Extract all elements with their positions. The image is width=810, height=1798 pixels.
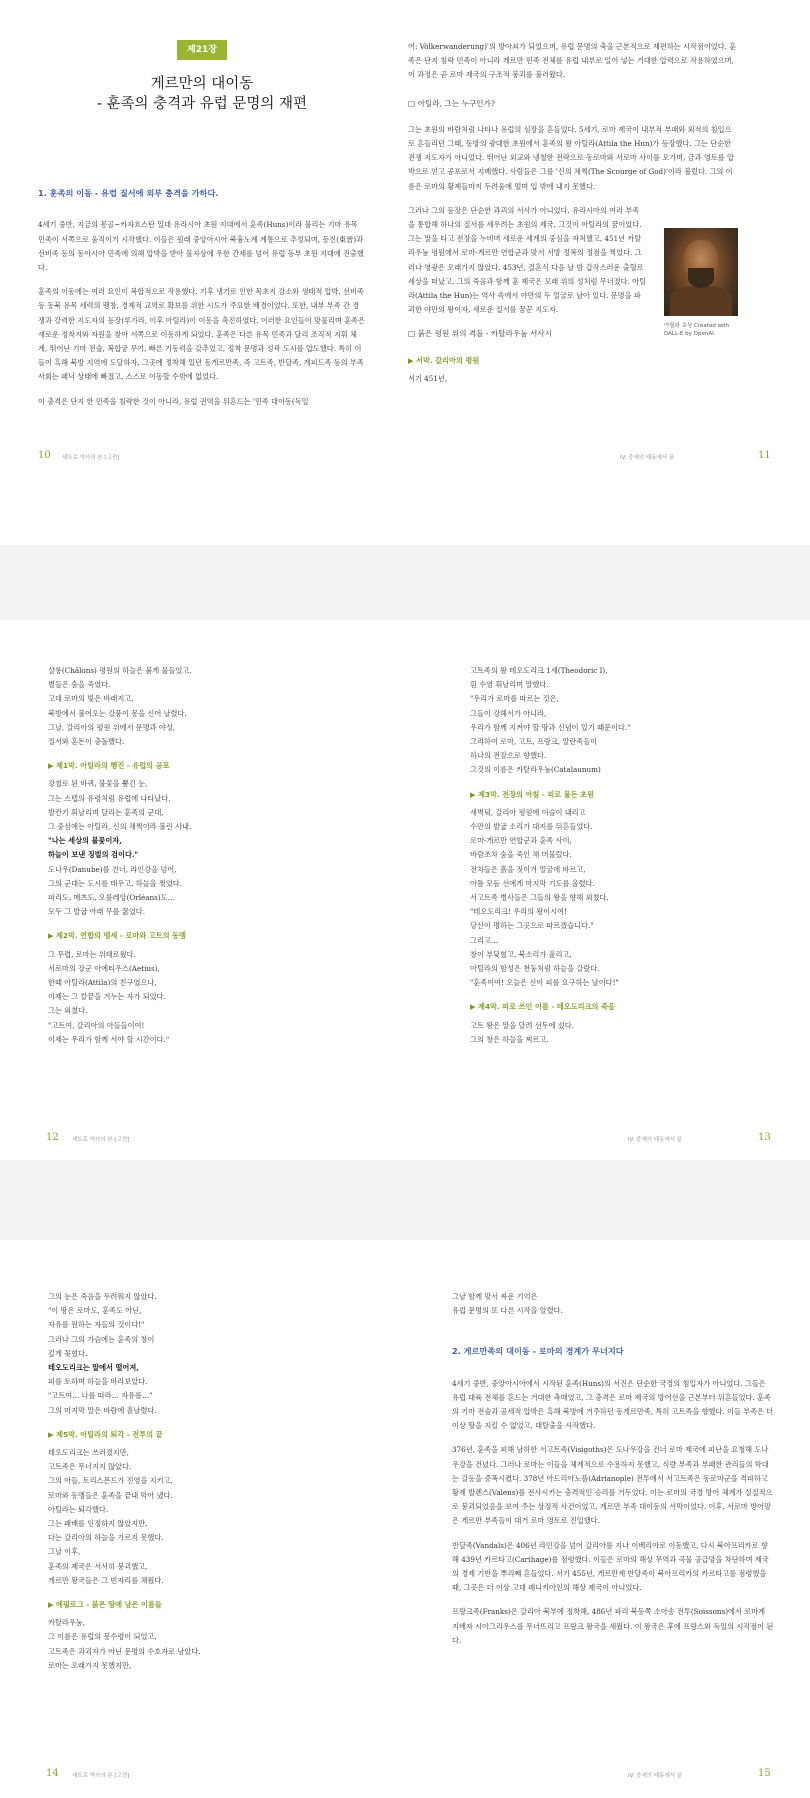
spread-pages-12-13 [0, 620, 810, 1160]
verse-line: 그의 마지막 말은 바람에 흩날렸다. [48, 1405, 157, 1415]
question-heading: □ 아틸라, 그는 누구인가? [408, 98, 495, 108]
verse-line: 파리도, 메츠도, 오를레앙(Orléans)도… [48, 893, 175, 903]
verse-stanza [470, 1019, 770, 1047]
page-15-content [452, 1290, 774, 1658]
verse-line: 고트족은 무너지지 않았다. [48, 1462, 132, 1472]
verse-line: "고트여… 나를 따라… 자유를…" [48, 1391, 153, 1401]
verse-line: 이제는 우리가 함께 서야 할 시간이다." [48, 1034, 170, 1044]
verse-line: 카탈라우눔, [48, 1618, 86, 1628]
verse-line: 로마와 동맹들은 훈족을 끝내 막아 냈다. [48, 1490, 173, 1500]
section-heading-1: 1. 훈족의 이동 - 유럽 질서에 외부 충격을 가하다. [38, 188, 219, 199]
portrait-body [670, 286, 732, 316]
verse-line: 도나우(Danube)를 건너, 라인강을 넘어, [48, 864, 177, 874]
verse-line: 깊게 꽂혔다. [48, 1348, 88, 1358]
verse-line: 게르만 왕국들은 그 빈자리를 채웠다. [48, 1575, 164, 1585]
verse-line: 그의 아들, 토리스몬드가 진영을 지키고, [48, 1476, 173, 1486]
page-footer: IV. 중세의 태동에서 끝 [628, 1137, 683, 1143]
act-heading: ▶ 제3막. 전장의 아침 - 피로 물든 초원 [470, 789, 595, 799]
verse-line: 하늘이 보낸 징벌의 검이다." [48, 850, 139, 860]
verse-line: 그리하여 로마, 고트, 프랑크, 알란족들이 [470, 737, 598, 747]
verse-line: 흰 수염 휘날리며 말했다. [470, 680, 549, 690]
page-footer: 세트로 역사의 본 [고전] [72, 1137, 130, 1143]
paragraph: 반달족(Vandals)은 406년 라인강을 넘어 갈리아를 지나 이베리아로 이동했고, 다시 북아프리카로 향해 439년 카르타고(Carthage)를 점령했다. 이들은 로마의 해상 무역과 곡물 공급망을 차단하며 제국의 경제 기반을 뿌리째 흔들었다. 서기 455년, 게르만계 반달족이 북아프리카의 카르타고를 점령했을 때, 그곳은 더 이상 고대 페니키아인의 해상 제국이 아니었다. [452, 1540, 769, 1593]
verse-line: 테오도리크는 쓰러졌지만, [48, 1448, 129, 1458]
verse-line: 당신이 명하는 그곳으로 따르겠습니다." [470, 921, 594, 931]
page-footer: 세트로 역사의 본 [고전] [62, 455, 120, 461]
verse-line: 그날, 갈리아의 평원 위에서 문명과 야성, [48, 722, 176, 732]
verse-stanza [48, 1616, 368, 1673]
verse-stanza [48, 664, 368, 749]
verse-line: 그 이름은 유럽의 봉수령이 되었고, [48, 1632, 157, 1642]
spread-pages-10-11 [0, 0, 810, 545]
verse-stanza [48, 1290, 368, 1418]
verse-line: 서로마의 장군 아에티우스(Aetius), [48, 963, 160, 973]
act-heading: ▶ 제2막. 연합의 맹세 - 로마와 고트의 동맹 [48, 931, 186, 941]
verse-line: 고대 로마의 빛은 바래지고, [48, 694, 134, 704]
verse-line: 그의 눈은 죽음을 두려워지 않았다. [48, 1292, 157, 1301]
act-heading: ▶ 에필로그 - 붉은 땅에 남은 이름들 [48, 1600, 162, 1610]
verse-stanza [452, 1290, 774, 1318]
page-footer: IV. 중세의 태동에서 끝 [620, 455, 675, 461]
section-heading-2: 2. 게르만족의 대이동 - 로마의 경계가 무너지다 [452, 1346, 624, 1357]
verse-line: 다는 갈리아의 하늘을 가르지 못했다. [48, 1533, 164, 1543]
verse-line: 북방에서 불어오는 강풍이 몽을 신어 날렸다. [48, 708, 187, 718]
verse-line: 그러나 그의 가슴에는 훈족의 창이 [48, 1334, 155, 1344]
paragraph-wrapped: 그러나 그의 등장은 단순한 과괴의 서사가 아니었다. 유라시아의 여러 부족을 통합해 하나의 질서를 세우려는 초원의 제국, 그것이 아틸라의 꿈이었다. 그는 말을 타고 전장을 누비며 새로운 세계의 중심을 자처했고, 451년 카탈라우눔 평원에서 로마-게르만 연합군과 맞서 서방 정복의 정점을 찍었다. 그러나 영광은 오래가지 않았다. 453년, 결혼식 다음 날 밤 갑작스러운 출혈로 세상을 떠났고, 그의 죽음과 함께 훈 제국은 모래 위의 성처럼 무너졌다. 아틸라(Attila the Hun)는 역사 속에서 야만의 두 얼굴로 남아 있다. 문명을 파괴한 야만의 왕이자, 새로운 질서를 꿈꾼 지도자. [408, 205, 646, 315]
page-footer: IV. 중세의 태동에서 끝 [628, 1773, 683, 1779]
verse-line: 하나의 전장으로 향했다. [470, 751, 547, 761]
paragraph: 4세기 중반, 지금의 몽골~카자흐스탄 일대 유라시아 초원 지대에서 훈족(Huns)이라 불리는 기마 유목 민족이 서쪽으로 움직이기 시작했다. 이들은 원래 중앙아시아 북흉노계 계통으로 추정되며, 동진(東晉)과 선비족 등의 동아시아 민족에 의해 압박을 받아 물자상에 우한 간세를 넘어 유럽 동부 초원 지대에 진출했다. [38, 220, 364, 273]
page-number: 10 [38, 450, 51, 461]
chapter-badge: 제21장 [177, 40, 227, 60]
portrait-beard [688, 268, 714, 288]
verse-line: 그 중심에는 아틸라, 신의 채찍이라 불린 사내. [48, 822, 192, 832]
verse-line: 전차들은 흙을 짓이겨 얼굴에 바르고, [470, 864, 586, 874]
verse-line: 그의 창은 하늘을 찌르고, [470, 1034, 549, 1044]
paragraph: 훈족의 이동에는 여러 요인이 복합적으로 작용했다. 기후 냉기로 인한 목초지 감소와 생태적 압박, 선비족 등 동북 유목 세력의 팽창, 경제적 교역로 확보를 위한 시도가 주요한 배경이었다. 또한, 내부 부족 간 경쟁과 강력한 지도자의 등장(루가라, 이후 아틸라)이 이동을 촉진하였다. 이러한 요인들이 맞물리며 훈족은 새로운 정착지와 자원을 찾아 서쪽으로 이동하게 되었다. 훈족은 다른 유목 민족과 달리 조직적 지휘 체계, 뛰어난 기마 전술, 복합궁 무기, 빠른 기동력을 갖추었고, 정착 문명과 성곽 도시를 압도했다. 특히 이들이 흑해 북방 지역에 도달하자, 그곳에 정착해 있던 동게르만족, 즉 고트족, 반달족, 게피드족 등의 부족 사회는 패닉 상태에 빠졌고, 스스로 이동할 수밖에 없었다. [38, 287, 365, 382]
verse-line: 모두 그 발굽 아래 무릎 꿇었다. [48, 907, 146, 917]
verse-line: 한때 아틸라(Attila)의 친구였으나, [48, 978, 157, 988]
verse-line: 그날 이후, [48, 1547, 81, 1557]
spread-pages-14-15 [0, 1240, 810, 1798]
verse-line: 서고트족 병사들은 그들의 왕을 향해 외쳤다. [470, 893, 609, 903]
act-heading: ▶ 제4막. 피로 쓰인 이름 - 테오도리크의 죽음 [470, 1002, 615, 1012]
verse-line: 그들이 강해서가 아니라, [470, 708, 547, 718]
verse-line: 피를 토하며 하늘을 바라보았다. [48, 1377, 148, 1387]
verse-line: 그날 함께 맞서 싸운 기억은 [452, 1292, 538, 1301]
paragraph: 그는 초원의 바람처럼 나타나 유럽의 심장을 흔들었다. 5세기, 로마 제국이 내부적 부패와 외적의 침입으로 흔들리던 그때, 동방의 광대한 초원에서 훈족의 왕 아틸라(Attila the Hun)가 등장했다. 그는 단순한 전쟁 지도자가 아니었다. 뛰어난 외교와 냉철한 전략으로 동로마와 서로마 사이를 오가며, 금과 영토를 압박으로 얻고 공포로서 지배했다. 사람들은 그를 '신의 채찍(The Scourge of God)'이라 불렀다. 그의 이름은 로마의 황제들마저 두려움에 떨며 입 밖에 내지 못했다. [408, 124, 734, 191]
page-number: 14 [46, 1768, 59, 1779]
verse-line: 강철로 된 바퀴, 불꽃을 뿜긴 눈, [48, 779, 148, 789]
page-13-content [470, 664, 770, 1053]
chapter-title [38, 74, 366, 114]
subsection-heading: □ 붉은 평원 위의 격돌 - 카탈라우눔 서사시 [408, 329, 553, 339]
verse-stanza [470, 664, 770, 778]
paragraph: 이 충격은 단지 한 민족을 침략한 것이 아니라, 유럽 권역을 뒤흔드는 '민족 대이동(독일 [38, 396, 309, 406]
page-number: 15 [758, 1768, 771, 1779]
verse-line: 고트족은 과괴자가 아닌 문명의 수호자로 남았다. [48, 1646, 201, 1656]
verse-line: 샬롱(Châlons) 평원의 하늘은 붉게 물들었고, [48, 666, 192, 675]
page-14-content [48, 1290, 368, 1679]
verse-line: 아틸라의 함성은 천둥처럼 하늘을 갈랐다. [470, 964, 600, 974]
verse-line: "이 땅은 로마도, 훈족도 아닌, [48, 1306, 142, 1316]
page-number: 12 [46, 1132, 59, 1143]
act-heading: ▶ 서막. 갈리아의 평원 [408, 355, 480, 365]
paragraph: 376년, 훈족을 피해 남하한 서고트족(Visigoths)은 도나우강을 건너 로마 제국에 피난을 요청해 도나우강을 건넜다. 그러나 로마는 이들을 체계적으로 수용하지 못했고, 식량 부족과 부패한 관리들의 학대는 갈등을 증폭시켰다. 378년 아드리아노플(Adrianople) 전투에서 서고트족은 동로마군을 격파하고 황제 발렌스(Valens)를 전사시키는 충격적인 승리를 거두었다. 이는 로마의 국경 방어 체계가 실질적으로 붕괴되었음을 보여 주는 상징적 사건이었고, 게르만 부족 대이동의 서막이었다. 이후, 서로마 방어망은 게르만 부족들이 대거 로마 영토로 진입했다. [452, 1445, 773, 1526]
page-number: 11 [758, 450, 771, 461]
verse-line: 고트족의 왕 테오도리크 1세(Theodoric I), [470, 666, 608, 675]
verse-line: 훈족의 제국은 서서히 붕괴했고, [48, 1561, 148, 1571]
verse-line: 그것의 이름은 카탈라우눔(Catalaunum) [470, 765, 601, 775]
paragraph: 프랑크족(Franks)은 갈리아 북부에 정착해, 486년 파리 북동쪽 소아송 전투(Soissons)에서 로마계 지배자 시아그리우스를 무너뜨리고 프랑크 왕국을 세웠다. 이 왕국은 후에 프랑스와 독일의 시작점이 된다. [452, 1607, 774, 1645]
verse-line: 우리가 함께 지켜야 할 땅과 신념이 있기 때문이다." [470, 722, 631, 732]
verse-line: "우리가 로마를 따르는 것은, [470, 694, 559, 704]
verse-stanza [48, 1446, 368, 1588]
verse-line: 그는 패배를 인정하지 않았지만, [48, 1519, 148, 1529]
verse-line: 별들은 숨을 죽였다. [48, 680, 111, 690]
verse-line: 질서와 혼돈이 충돌했다. [48, 737, 125, 747]
verse-line: 아틀 모듬 선에게 마지막 기도를 올렸다. [470, 878, 595, 888]
verse-line: 서기 451년, [408, 373, 448, 383]
act-heading: ▶ 제1막. 아틸라의 행진 - 유럽의 공포 [48, 761, 170, 771]
verse-line: 그의 군대는 도시를 태우고, 하늘을 찢었다. [48, 878, 183, 888]
verse-line: 고트 왕은 말을 달려 선두에 섰다. [470, 1020, 574, 1030]
chapter-title-line2: - 훈족의 충격과 유럽 문명의 재편 [96, 96, 308, 113]
act-heading: ▶ 제5막. 아틸라의 퇴각 - 전투의 끝 [48, 1429, 163, 1439]
verse-line: 그는 스텝의 유령처럼 유럽에 나타났다. [48, 793, 171, 803]
paragraph: 어: Völkerwanderung)'의 방아쇠가 되었으며, 유럽 문명의 축을 근본적으로 재편하는 시작점이었다. 훈족은 단지 침략 민족이 아니라 게르만 민족 전체를 유럽 내부로 밀어 넣는 거대한 압력으로 작용하였으며, 이 과정은 곧 로마 제국의 구조적 붕괴를 불러왔다. [408, 42, 737, 80]
verse-line: 아틸라는 퇴각했다. [48, 1504, 109, 1514]
chapter-title-line1: 게르만의 대이동 [150, 76, 254, 93]
verse-line: 그리고… [470, 935, 499, 945]
verse-line: "고트여, 갈리아의 아들들이여! [48, 1020, 145, 1030]
page-footer: 세트로 역사의 본 [고전] [72, 1773, 130, 1779]
verse-line: 수만의 발굽 소리가 대지를 뒤흔들었다. [470, 822, 593, 832]
verse-line: 테오도리크는 말에서 떨어져, [48, 1363, 139, 1373]
page-number: 13 [758, 1132, 771, 1143]
attila-portrait-image [664, 228, 738, 316]
verse-line: 발칸기 휘날리며 달리는 훈족의 군대, [48, 807, 164, 817]
verse-line: 새벽녘, 갈리아 평원에 이슬이 내리고 [470, 807, 586, 817]
verse-line: "훈족이여! 오늘은 신이 피를 요구하는 날이다!" [470, 978, 619, 988]
verse-line: 로마-게르만 연합군과 훈족 사이, [470, 836, 572, 846]
verse-line: 이제는 그 칼끝을 겨누는 자가 되었다. [48, 992, 166, 1002]
page-10-content [38, 40, 366, 419]
verse-line: 유럽 문명의 또 다른 시작을 알렸다. [452, 1306, 563, 1316]
verse-stanza [48, 948, 368, 1047]
verse-line: 창이 부딪혔고, 북소리가 울리고, [470, 949, 572, 959]
verse-line: "테오도리크! 우리의 왕이시여! [470, 907, 567, 917]
portrait-caption: 아틸라 초상 Created with DALL-E by OpenAI. [664, 323, 730, 337]
verse-line: 자유를 원하는 자들의 것이다!" [48, 1320, 145, 1330]
verse-line: "나는 세상의 불꽃이자, [48, 836, 122, 846]
verse-line: 그는 외쳤다. [48, 1006, 88, 1016]
verse-line: 로마는 오래가지 못했지만, [48, 1660, 132, 1670]
verse-stanza [470, 806, 770, 991]
verse-line: 바람조차 숨을 죽인 채 머물렀다. [470, 850, 572, 860]
verse-stanza [48, 777, 368, 919]
page-12-content [48, 664, 368, 1053]
verse-line: 그 무렵, 로마는 위태로웠다. [48, 949, 136, 959]
paragraph: 4세기 중반, 중앙아시아에서 시작된 훈족(Huns)의 서진은 단순한 국경의 침입자가 아니었다. 그들은 유럽 대륙 전체를 흔드는 거대한 촉매였고, 그 충격은 로마 제국의 방어선을 근본부터 뒤흔들었다. 훈족의 기마 전술과 공세적 압박은 흑해 북방에 거주하던 동게르만족, 특히 고트족을 향했다. 이들 부족은 더 이상 땅을 지킬 수 없었고, 대탈출을 시작했다. [452, 1378, 774, 1431]
